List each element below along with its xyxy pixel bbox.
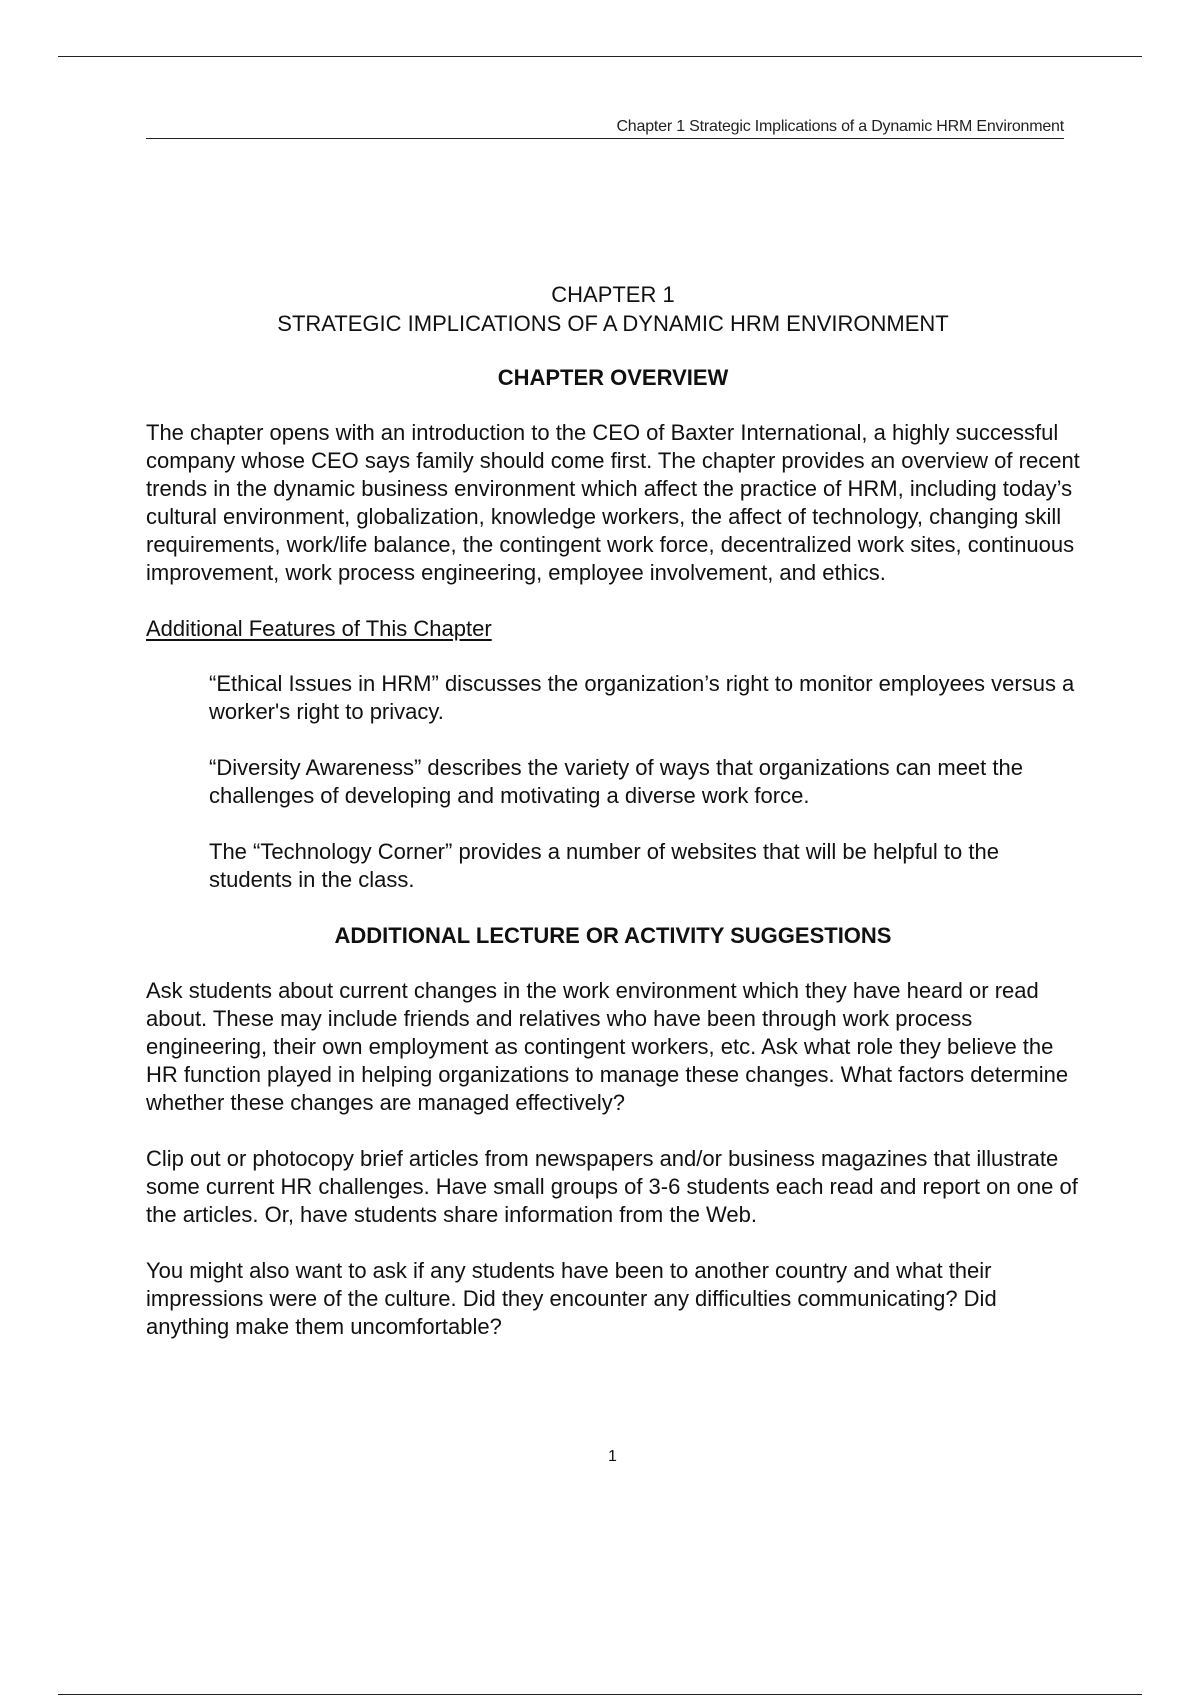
features-heading: Additional Features of This Chapter — [146, 616, 492, 641]
lecture-paragraph: You might also want to ask if any students have been to another country and what their impressions were of the culture. Did they encounter any difficulties communicating? Did anything make them uncomfortable? — [146, 1258, 997, 1339]
bottom-rule — [58, 1694, 1142, 1695]
feature-technology-corner: The “Technology Corner” provides a number of websites that will be helpful to the students in the class. — [209, 839, 999, 892]
chapter-title: STRATEGIC IMPLICATIONS OF A DYNAMIC HRM ENVIRONMENT — [277, 311, 949, 336]
lecture-paragraph: Ask students about current changes in the work environment which they have heard or read about. These may include friends and relatives who have been through work process engineering, their own employment as contingent workers, etc. Ask what role they believe the HR function played in helping organizations to manage these changes. What factors determine whether these changes are managed effectively? — [146, 978, 1069, 1115]
lecture-paragraph: Clip out or photocopy brief articles from newspapers and/or business magazines that illustrate some current HR challenges. Have small groups of 3-6 students each read and report on one of the articles. Or, have students share information from the Web. — [146, 1146, 1078, 1227]
lecture-heading: ADDITIONAL LECTURE OR ACTIVITY SUGGESTIONS — [334, 923, 892, 948]
running-header: Chapter 1 Strategic Implications of a Dynamic HRM Environment — [146, 118, 1064, 139]
feature-ethical-issues: “Ethical Issues in HRM” discusses the organization’s right to monitor employees versus a worker's right to privacy. — [209, 671, 1075, 724]
chapter-label: CHAPTER 1 — [551, 282, 675, 307]
overview-paragraph: The chapter opens with an introduction to the CEO of Baxter International, a highly successful company whose CEO says family should come first. The chapter provides an overview of recent trends in the dynamic business environment which affect the practice of HRM, including today’s cultural environment, globalization, knowledge workers, the affect of technology, changing skill requirements, work/life balance, the contingent work force, decentralized work sites, continuous improvement, work process engineering, employee involvement, and ethics. — [146, 420, 1080, 585]
overview-heading: CHAPTER OVERVIEW — [497, 365, 729, 390]
top-rule — [58, 56, 1142, 57]
page-number: 1 — [608, 1448, 617, 1465]
page-content — [146, 280, 1080, 1341]
feature-diversity-awareness: “Diversity Awareness” describes the variety of ways that organizations can meet the challenges of developing and motivating a diverse work force. — [209, 755, 1023, 808]
